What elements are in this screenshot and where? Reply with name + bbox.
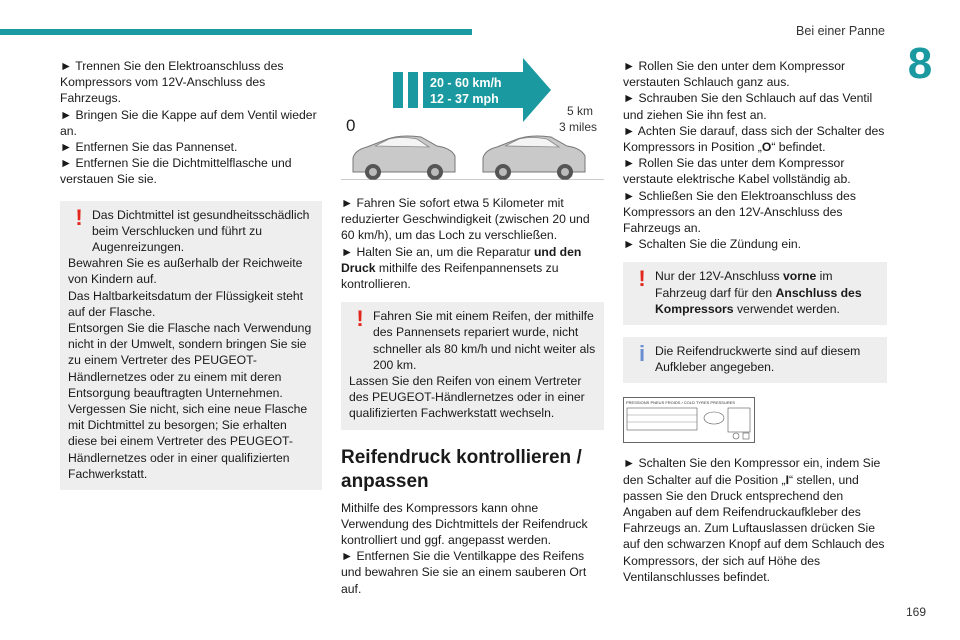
column-2 xyxy=(341,58,604,596)
distance-miles-label: 3 miles xyxy=(559,120,598,134)
instruction-unroll-hose: ► Rollen Sie den unter dem Kompressor verstauten Schlauch ganz aus. xyxy=(623,59,846,90)
text-run-bold: und den Druck xyxy=(341,244,582,275)
text-run: mithilfe des Reifenpannensets zu kontrollieren. xyxy=(341,260,559,292)
text-run: ► Schalten Sie den Kompressor ein, indem Sie den Schalter auf die Position „ xyxy=(623,456,881,487)
warning-repaired-tyre xyxy=(341,302,604,429)
sticker-graphic xyxy=(624,398,754,442)
sticker-title: PRESSIONS PNEUS FROIDS / COLD TYRES PRESSURES xyxy=(626,400,736,406)
warning-exclamation-icon: ! xyxy=(638,266,646,292)
section-heading: Reifendruck kontrollieren / anpassen xyxy=(341,446,582,492)
page-number: 169 xyxy=(905,605,926,619)
text-run-bold: Anschluss des Kompressors xyxy=(655,285,862,316)
chapter-number: 8 xyxy=(907,39,933,88)
instruction-remove-bottle: ► Entfernen Sie die Dichtmittelflasche und verstauen Sie sie. xyxy=(60,156,292,187)
warning-line: Entsorgen Sie die Flasche nach Verwendung nicht in der Umwelt, sondern bringen Sie sie zu einem Vertreter des PEUGEOT-Händlernetzes oder zu einem mit deren Entsorgung beauftragten Unternehmen. xyxy=(68,321,312,400)
warning-line: Bewahren Sie es außerhalb der Reichweite von Kindern auf. xyxy=(68,256,303,287)
instruction-ignition: ► Schalten Sie die Zündung ein. xyxy=(623,237,802,252)
text-run: im Fahrzeug darf für den xyxy=(655,269,833,300)
distance-km-label: 5 km xyxy=(567,104,594,118)
text-run: verwendet werden. xyxy=(733,301,840,316)
warning-line: Vergessen Sie nicht, sich eine neue Flasche mit Dichtmittel zu besorgen; Sie erhalten diese bei einem Vertreter des PEUGEOT-Händlernetzes oder in einer qualifizierten Fachwerkstatt. xyxy=(68,402,308,481)
warning-exclamation-icon: ! xyxy=(356,306,364,332)
text-run-bold: O xyxy=(761,140,772,155)
instruction-switch-on xyxy=(623,455,887,585)
info-pressure-sticker xyxy=(623,337,887,383)
text-run: Nur der 12V-Anschluss xyxy=(655,269,784,284)
car-start-icon xyxy=(353,136,455,180)
instruction-remove-kit: ► Entfernen Sie das Pannenset. xyxy=(60,140,238,155)
start-distance-label: 0 xyxy=(346,116,356,135)
warning-sealant xyxy=(60,201,322,490)
instruction-valve-cap: ► Entfernen Sie die Ventilkappe des Reifens und bewahren Sie sie an einem sauberen Ort auf. xyxy=(341,549,587,596)
car-end-icon xyxy=(483,136,585,180)
instruction-cap: ► Bringen Sie die Kappe auf dem Ventil wieder an. xyxy=(60,107,317,138)
warning-line: Das Dichtmittel ist gesundheitsschädlich beim Verschlucken und führt zu Augenreizungen. xyxy=(92,207,310,255)
instruction-connect: ► Schließen Sie den Elektroanschluss des Kompressors an den 12V-Anschluss des Fahrzeugs an. xyxy=(623,188,856,236)
column-3 xyxy=(623,58,887,585)
text-run: “ befindet. xyxy=(771,140,826,155)
header-accent-bar xyxy=(0,29,472,35)
text-run: ► Achten Sie darauf, dass sich der Schalter des Kompressors in Position „ xyxy=(623,123,885,155)
instruction-stop xyxy=(341,244,604,293)
speed-kmh-label: 20 - 60 km/h xyxy=(430,76,502,90)
instruction-unroll-cable: ► Rollen Sie das unter dem Kompressor verstaute elektrische Kabel vollständig ab. xyxy=(623,156,851,187)
text-run: ► Halten Sie an, um die Reparatur xyxy=(341,244,534,259)
tyre-pressure-sticker-image xyxy=(623,397,755,443)
instruction-screw-hose: ► Schrauben Sie den Schlauch auf das Ventil und ziehen Sie ihn fest an. xyxy=(623,91,873,122)
text-run: “ stellen, und passen Sie den Druck entsprechend den Angaben auf dem Reifendruckaufkleber des Fahrzeugs an. Zum Luftauslassen drücken Sie auf den schwarzen Knopf auf dem Schlauch des Kompressors, der sich auf Höhe des Ventilanschlusses befindet. xyxy=(623,472,885,584)
instruction-drive: ► Fahren Sie sofort etwa 5 Kilometer mit reduzierter Geschwindigkeit (zwischen 20 und 60 km/h), um das Loch zu verschließen. xyxy=(341,196,590,243)
speed-diagram-graphic xyxy=(341,58,604,180)
section-title: Bei einer Panne xyxy=(796,24,885,38)
warning-line: Fahren Sie mit einem Reifen, der mithilfe des Pannensets repariert wurde, nicht schneller als 80 km/h und nicht weiter als 200 km. xyxy=(373,309,596,372)
warning-front-socket xyxy=(623,262,887,325)
warning-line: Lassen Sie den Reifen von einem Vertreter des PEUGEOT-Händlernetzes oder in einer qualifizierten Fachwerkstatt wechseln. xyxy=(349,374,585,421)
speed-arrow xyxy=(423,58,551,122)
intro-compressor: Mithilfe des Kompressors kann ohne Verwendung des Dichtmittels der Reifendruck kontrolliert und ggf. angepasst werden. xyxy=(341,500,588,548)
instruction-disconnect: ► Trennen Sie den Elektroanschluss des Kompressors vom 12V-Anschluss des Fahrzeugs. xyxy=(60,59,284,106)
column-1 xyxy=(60,58,322,490)
info-icon: i xyxy=(638,341,646,367)
text-run-bold: vorne xyxy=(783,269,817,284)
warning-line: Das Haltbarkeitsdatum der Flüssigkeit steht auf der Flasche. xyxy=(68,288,304,319)
text-run-bold: I xyxy=(785,472,789,487)
column-2-text xyxy=(341,195,604,597)
warning-exclamation-icon: ! xyxy=(75,204,83,230)
warning-line xyxy=(631,268,879,317)
instruction-switch-o xyxy=(623,123,887,155)
arrow-stripe xyxy=(408,72,418,108)
arrow-stripe xyxy=(393,72,403,108)
info-line: Die Reifendruckwerte sind auf diesem Aufkleber angegeben. xyxy=(655,344,861,375)
speed-mph-label: 12 - 37 mph xyxy=(430,92,499,106)
